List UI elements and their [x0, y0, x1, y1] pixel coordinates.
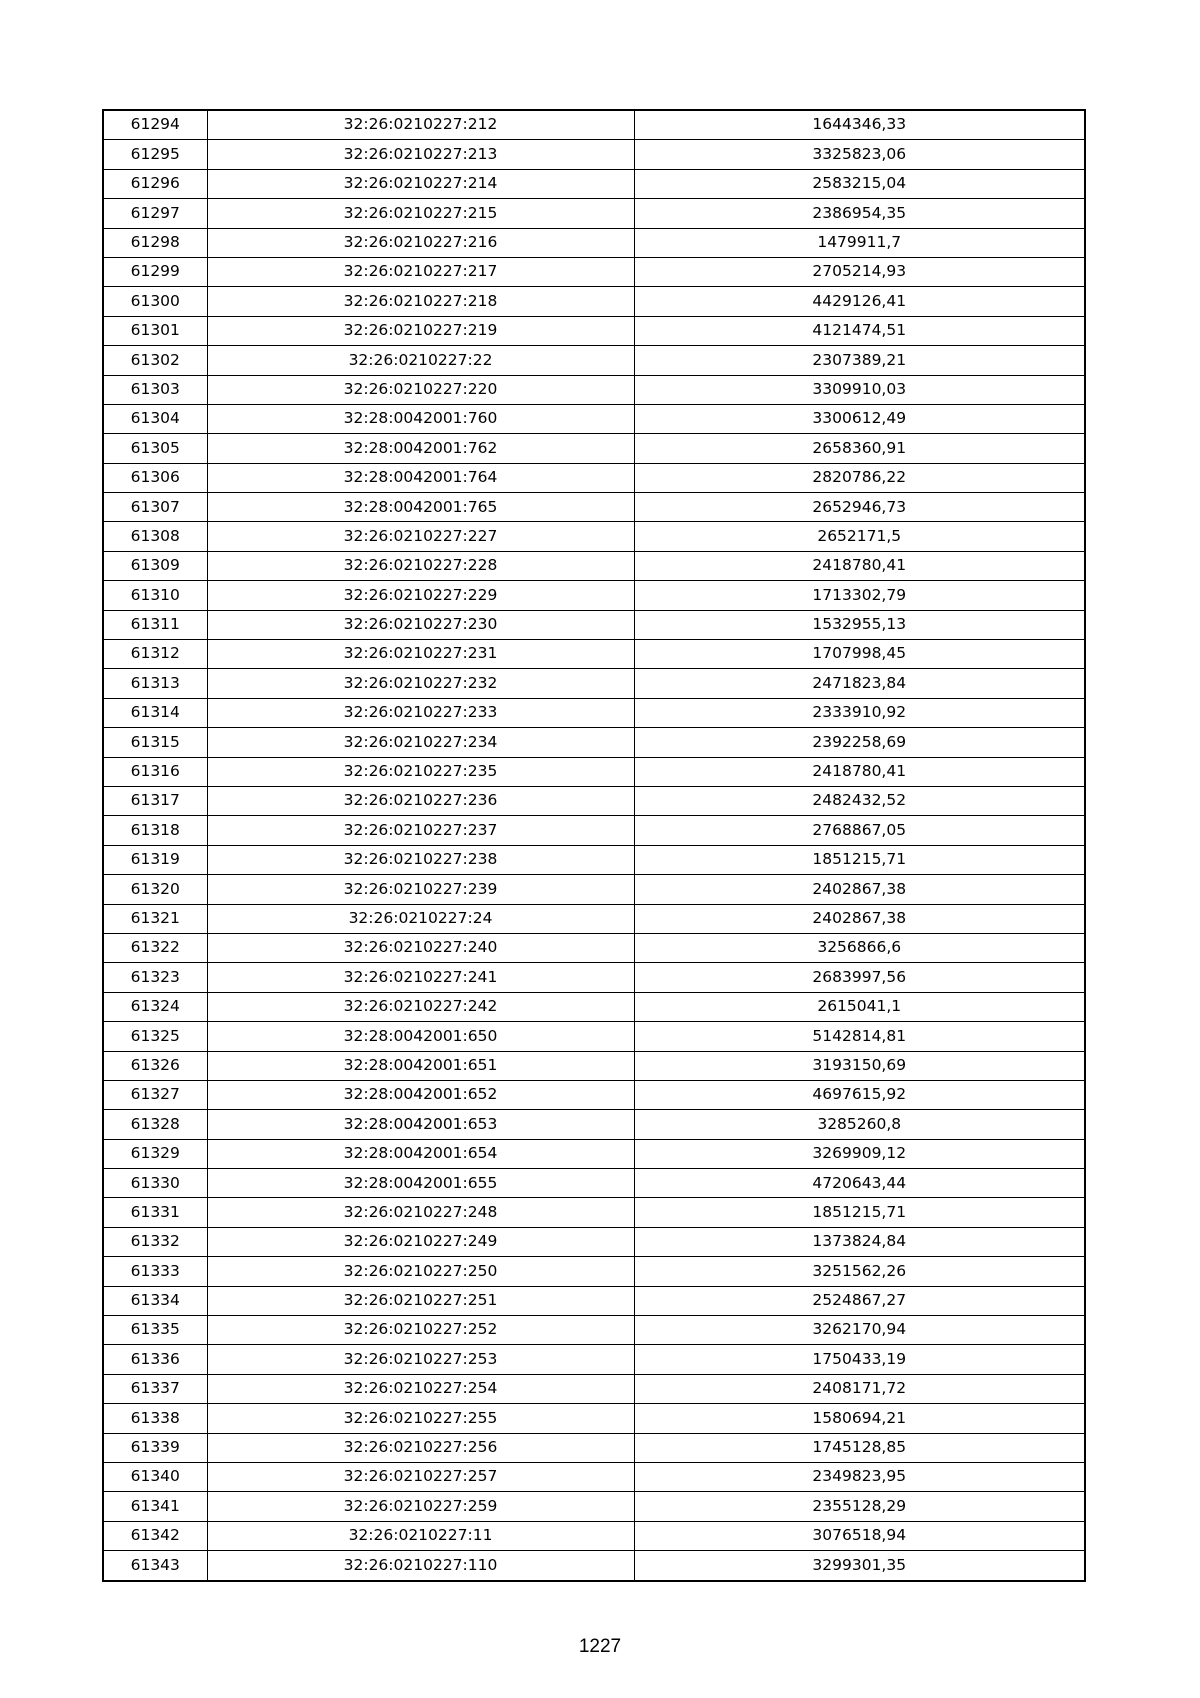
- cadastral-number-cell: 32:26:0210227:241: [207, 963, 634, 992]
- value-cell: 3193150,69: [634, 1051, 1085, 1080]
- cadastral-number-cell: 32:26:0210227:212: [207, 110, 634, 140]
- cadastral-number-cell: 32:26:0210227:228: [207, 551, 634, 580]
- table-row: [103, 257, 1085, 286]
- value-cell: 4720643,44: [634, 1169, 1085, 1198]
- cadastral-number-cell: 32:26:0210227:11: [207, 1521, 634, 1550]
- value-cell: 2652171,5: [634, 522, 1085, 551]
- table-row: [103, 375, 1085, 404]
- value-cell: 4121474,51: [634, 316, 1085, 345]
- value-cell: 3256866,6: [634, 933, 1085, 962]
- row-number-cell: 61328: [103, 1110, 207, 1139]
- value-cell: 2408171,72: [634, 1374, 1085, 1403]
- cadastral-number-cell: 32:26:0210227:216: [207, 228, 634, 257]
- table-row: [103, 992, 1085, 1021]
- row-number-cell: 61298: [103, 228, 207, 257]
- value-cell: 2615041,1: [634, 992, 1085, 1021]
- value-cell: 2307389,21: [634, 346, 1085, 375]
- cadastral-number-cell: 32:26:0210227:255: [207, 1404, 634, 1433]
- table-row: [103, 1110, 1085, 1139]
- cadastral-number-cell: 32:26:0210227:218: [207, 287, 634, 316]
- cadastral-number-cell: 32:26:0210227:242: [207, 992, 634, 1021]
- cadastral-number-cell: 32:26:0210227:253: [207, 1345, 634, 1374]
- row-number-cell: 61305: [103, 434, 207, 463]
- value-cell: 3300612,49: [634, 404, 1085, 433]
- table-row: [103, 875, 1085, 904]
- value-cell: 1851215,71: [634, 1198, 1085, 1227]
- cadastral-number-cell: 32:26:0210227:251: [207, 1286, 634, 1315]
- table-row: [103, 169, 1085, 198]
- table-row: [103, 404, 1085, 433]
- row-number-cell: 61334: [103, 1286, 207, 1315]
- cadastral-number-cell: 32:26:0210227:238: [207, 845, 634, 874]
- cadastral-number-cell: 32:28:0042001:655: [207, 1169, 634, 1198]
- row-number-cell: 61342: [103, 1521, 207, 1550]
- value-cell: 1713302,79: [634, 581, 1085, 610]
- value-cell: 5142814,81: [634, 1022, 1085, 1051]
- value-cell: 2524867,27: [634, 1286, 1085, 1315]
- table-row: [103, 1492, 1085, 1521]
- table-row: [103, 287, 1085, 316]
- cadastral-number-cell: 32:28:0042001:765: [207, 493, 634, 522]
- table-row: [103, 816, 1085, 845]
- cadastral-number-cell: 32:26:0210227:236: [207, 786, 634, 815]
- cadastral-number-cell: 32:26:0210227:250: [207, 1257, 634, 1286]
- row-number-cell: 61336: [103, 1345, 207, 1374]
- row-number-cell: 61309: [103, 551, 207, 580]
- cadastral-number-cell: 32:26:0210227:256: [207, 1433, 634, 1462]
- table-row: [103, 110, 1085, 140]
- value-cell: 2482432,52: [634, 786, 1085, 815]
- cadastral-number-cell: 32:26:0210227:215: [207, 199, 634, 228]
- value-cell: 2768867,05: [634, 816, 1085, 845]
- value-cell: 2386954,35: [634, 199, 1085, 228]
- row-number-cell: 61295: [103, 140, 207, 169]
- cadastral-number-cell: 32:28:0042001:764: [207, 463, 634, 492]
- row-number-cell: 61324: [103, 992, 207, 1021]
- row-number-cell: 61301: [103, 316, 207, 345]
- cadastral-number-cell: 32:26:0210227:239: [207, 875, 634, 904]
- table-row: [103, 316, 1085, 345]
- row-number-cell: 61340: [103, 1462, 207, 1491]
- cadastral-number-cell: 32:26:0210227:248: [207, 1198, 634, 1227]
- table-row: [103, 1462, 1085, 1491]
- table-row: [103, 1227, 1085, 1256]
- row-number-cell: 61317: [103, 786, 207, 815]
- cadastral-value-table: [102, 109, 1086, 1582]
- table-row: [103, 1374, 1085, 1403]
- cadastral-number-cell: 32:26:0210227:220: [207, 375, 634, 404]
- row-number-cell: 61333: [103, 1257, 207, 1286]
- cadastral-number-cell: 32:26:0210227:110: [207, 1551, 634, 1581]
- row-number-cell: 61312: [103, 640, 207, 669]
- row-number-cell: 61304: [103, 404, 207, 433]
- cadastral-number-cell: 32:26:0210227:249: [207, 1227, 634, 1256]
- table-row: [103, 228, 1085, 257]
- row-number-cell: 61331: [103, 1198, 207, 1227]
- cadastral-number-cell: 32:26:0210227:240: [207, 933, 634, 962]
- table-row: [103, 522, 1085, 551]
- cadastral-number-cell: 32:26:0210227:237: [207, 816, 634, 845]
- row-number-cell: 61314: [103, 698, 207, 727]
- value-cell: 2418780,41: [634, 757, 1085, 786]
- table-row: [103, 1316, 1085, 1345]
- cadastral-number-cell: 32:26:0210227:24: [207, 904, 634, 933]
- table-row: [103, 698, 1085, 727]
- value-cell: 1750433,19: [634, 1345, 1085, 1374]
- row-number-cell: 61318: [103, 816, 207, 845]
- cadastral-number-cell: 32:28:0042001:760: [207, 404, 634, 433]
- value-cell: 2705214,93: [634, 257, 1085, 286]
- cadastral-number-cell: 32:26:0210227:219: [207, 316, 634, 345]
- row-number-cell: 61319: [103, 845, 207, 874]
- cadastral-number-cell: 32:28:0042001:654: [207, 1139, 634, 1168]
- row-number-cell: 61320: [103, 875, 207, 904]
- cadastral-number-cell: 32:26:0210227:234: [207, 728, 634, 757]
- cadastral-number-cell: 32:26:0210227:22: [207, 346, 634, 375]
- page-number: 1227: [578, 1636, 622, 1657]
- row-number-cell: 61326: [103, 1051, 207, 1080]
- table-row: [103, 610, 1085, 639]
- table-row: [103, 1521, 1085, 1550]
- row-number-cell: 61296: [103, 169, 207, 198]
- table-row: [103, 551, 1085, 580]
- value-cell: 2683997,56: [634, 963, 1085, 992]
- value-cell: 1580694,21: [634, 1404, 1085, 1433]
- row-number-cell: 61322: [103, 933, 207, 962]
- row-number-cell: 61311: [103, 610, 207, 639]
- row-number-cell: 61302: [103, 346, 207, 375]
- value-cell: 2349823,95: [634, 1462, 1085, 1491]
- row-number-cell: 61307: [103, 493, 207, 522]
- table-row: [103, 1198, 1085, 1227]
- row-number-cell: 61327: [103, 1080, 207, 1109]
- value-cell: 3325823,06: [634, 140, 1085, 169]
- value-cell: 2402867,38: [634, 875, 1085, 904]
- row-number-cell: 61343: [103, 1551, 207, 1581]
- row-number-cell: 61297: [103, 199, 207, 228]
- table-row: [103, 1286, 1085, 1315]
- table-row: [103, 1169, 1085, 1198]
- cadastral-number-cell: 32:28:0042001:653: [207, 1110, 634, 1139]
- table-row: [103, 493, 1085, 522]
- table-row: [103, 140, 1085, 169]
- cadastral-number-cell: 32:26:0210227:217: [207, 257, 634, 286]
- cadastral-number-cell: 32:28:0042001:651: [207, 1051, 634, 1080]
- row-number-cell: 61294: [103, 110, 207, 140]
- table-row: [103, 1139, 1085, 1168]
- value-cell: 1479911,7: [634, 228, 1085, 257]
- cadastral-number-cell: 32:26:0210227:230: [207, 610, 634, 639]
- row-number-cell: 61300: [103, 287, 207, 316]
- cadastral-number-cell: 32:26:0210227:214: [207, 169, 634, 198]
- value-cell: 2355128,29: [634, 1492, 1085, 1521]
- value-cell: 2402867,38: [634, 904, 1085, 933]
- value-cell: 3251562,26: [634, 1257, 1085, 1286]
- cadastral-number-cell: 32:26:0210227:259: [207, 1492, 634, 1521]
- row-number-cell: 61341: [103, 1492, 207, 1521]
- row-number-cell: 61339: [103, 1433, 207, 1462]
- row-number-cell: 61325: [103, 1022, 207, 1051]
- table-row: [103, 434, 1085, 463]
- row-number-cell: 61330: [103, 1169, 207, 1198]
- table-row: [103, 1051, 1085, 1080]
- table-row: [103, 963, 1085, 992]
- row-number-cell: 61337: [103, 1374, 207, 1403]
- table-row: [103, 757, 1085, 786]
- table-body: [103, 110, 1085, 1581]
- table-row: [103, 786, 1085, 815]
- table-row: [103, 1433, 1085, 1462]
- cadastral-number-cell: 32:26:0210227:229: [207, 581, 634, 610]
- value-cell: 1644346,33: [634, 110, 1085, 140]
- table-row: [103, 463, 1085, 492]
- cadastral-number-cell: 32:26:0210227:257: [207, 1462, 634, 1491]
- value-cell: 3262170,94: [634, 1316, 1085, 1345]
- table-row: [103, 1257, 1085, 1286]
- value-cell: 2418780,41: [634, 551, 1085, 580]
- row-number-cell: 61315: [103, 728, 207, 757]
- value-cell: 1373824,84: [634, 1227, 1085, 1256]
- cadastral-number-cell: 32:26:0210227:252: [207, 1316, 634, 1345]
- row-number-cell: 61308: [103, 522, 207, 551]
- value-cell: 1745128,85: [634, 1433, 1085, 1462]
- row-number-cell: 61338: [103, 1404, 207, 1433]
- row-number-cell: 61310: [103, 581, 207, 610]
- row-number-cell: 61313: [103, 669, 207, 698]
- row-number-cell: 61332: [103, 1227, 207, 1256]
- value-cell: 3269909,12: [634, 1139, 1085, 1168]
- row-number-cell: 61329: [103, 1139, 207, 1168]
- table-row: [103, 845, 1085, 874]
- value-cell: 2333910,92: [634, 698, 1085, 727]
- table-row: [103, 669, 1085, 698]
- row-number-cell: 61299: [103, 257, 207, 286]
- table-row: [103, 346, 1085, 375]
- value-cell: 2392258,69: [634, 728, 1085, 757]
- row-number-cell: 61321: [103, 904, 207, 933]
- table-row: [103, 640, 1085, 669]
- row-number-cell: 61335: [103, 1316, 207, 1345]
- value-cell: 4429126,41: [634, 287, 1085, 316]
- value-cell: 3299301,35: [634, 1551, 1085, 1581]
- value-cell: 4697615,92: [634, 1080, 1085, 1109]
- cadastral-number-cell: 32:26:0210227:254: [207, 1374, 634, 1403]
- cadastral-number-cell: 32:28:0042001:762: [207, 434, 634, 463]
- value-cell: 1851215,71: [634, 845, 1085, 874]
- cadastral-number-cell: 32:26:0210227:227: [207, 522, 634, 551]
- cadastral-number-cell: 32:26:0210227:213: [207, 140, 634, 169]
- value-cell: 2583215,04: [634, 169, 1085, 198]
- cadastral-number-cell: 32:28:0042001:652: [207, 1080, 634, 1109]
- value-cell: 1707998,45: [634, 640, 1085, 669]
- table-row: [103, 904, 1085, 933]
- value-cell: 3309910,03: [634, 375, 1085, 404]
- table-row: [103, 581, 1085, 610]
- cadastral-number-cell: 32:26:0210227:235: [207, 757, 634, 786]
- table-row: [103, 933, 1085, 962]
- table-row: [103, 1022, 1085, 1051]
- row-number-cell: 61316: [103, 757, 207, 786]
- table-row: [103, 1345, 1085, 1374]
- row-number-cell: 61306: [103, 463, 207, 492]
- table-row: [103, 1080, 1085, 1109]
- table-row: [103, 199, 1085, 228]
- cadastral-number-cell: 32:26:0210227:233: [207, 698, 634, 727]
- table-row: [103, 1404, 1085, 1433]
- row-number-cell: 61303: [103, 375, 207, 404]
- value-cell: 2820786,22: [634, 463, 1085, 492]
- value-cell: 2658360,91: [634, 434, 1085, 463]
- value-cell: 1532955,13: [634, 610, 1085, 639]
- row-number-cell: 61323: [103, 963, 207, 992]
- value-cell: 2652946,73: [634, 493, 1085, 522]
- cadastral-number-cell: 32:28:0042001:650: [207, 1022, 634, 1051]
- value-cell: 3285260,8: [634, 1110, 1085, 1139]
- cadastral-number-cell: 32:26:0210227:231: [207, 640, 634, 669]
- value-cell: 2471823,84: [634, 669, 1085, 698]
- value-cell: 3076518,94: [634, 1521, 1085, 1550]
- table-row: [103, 1551, 1085, 1581]
- cadastral-number-cell: 32:26:0210227:232: [207, 669, 634, 698]
- table-row: [103, 728, 1085, 757]
